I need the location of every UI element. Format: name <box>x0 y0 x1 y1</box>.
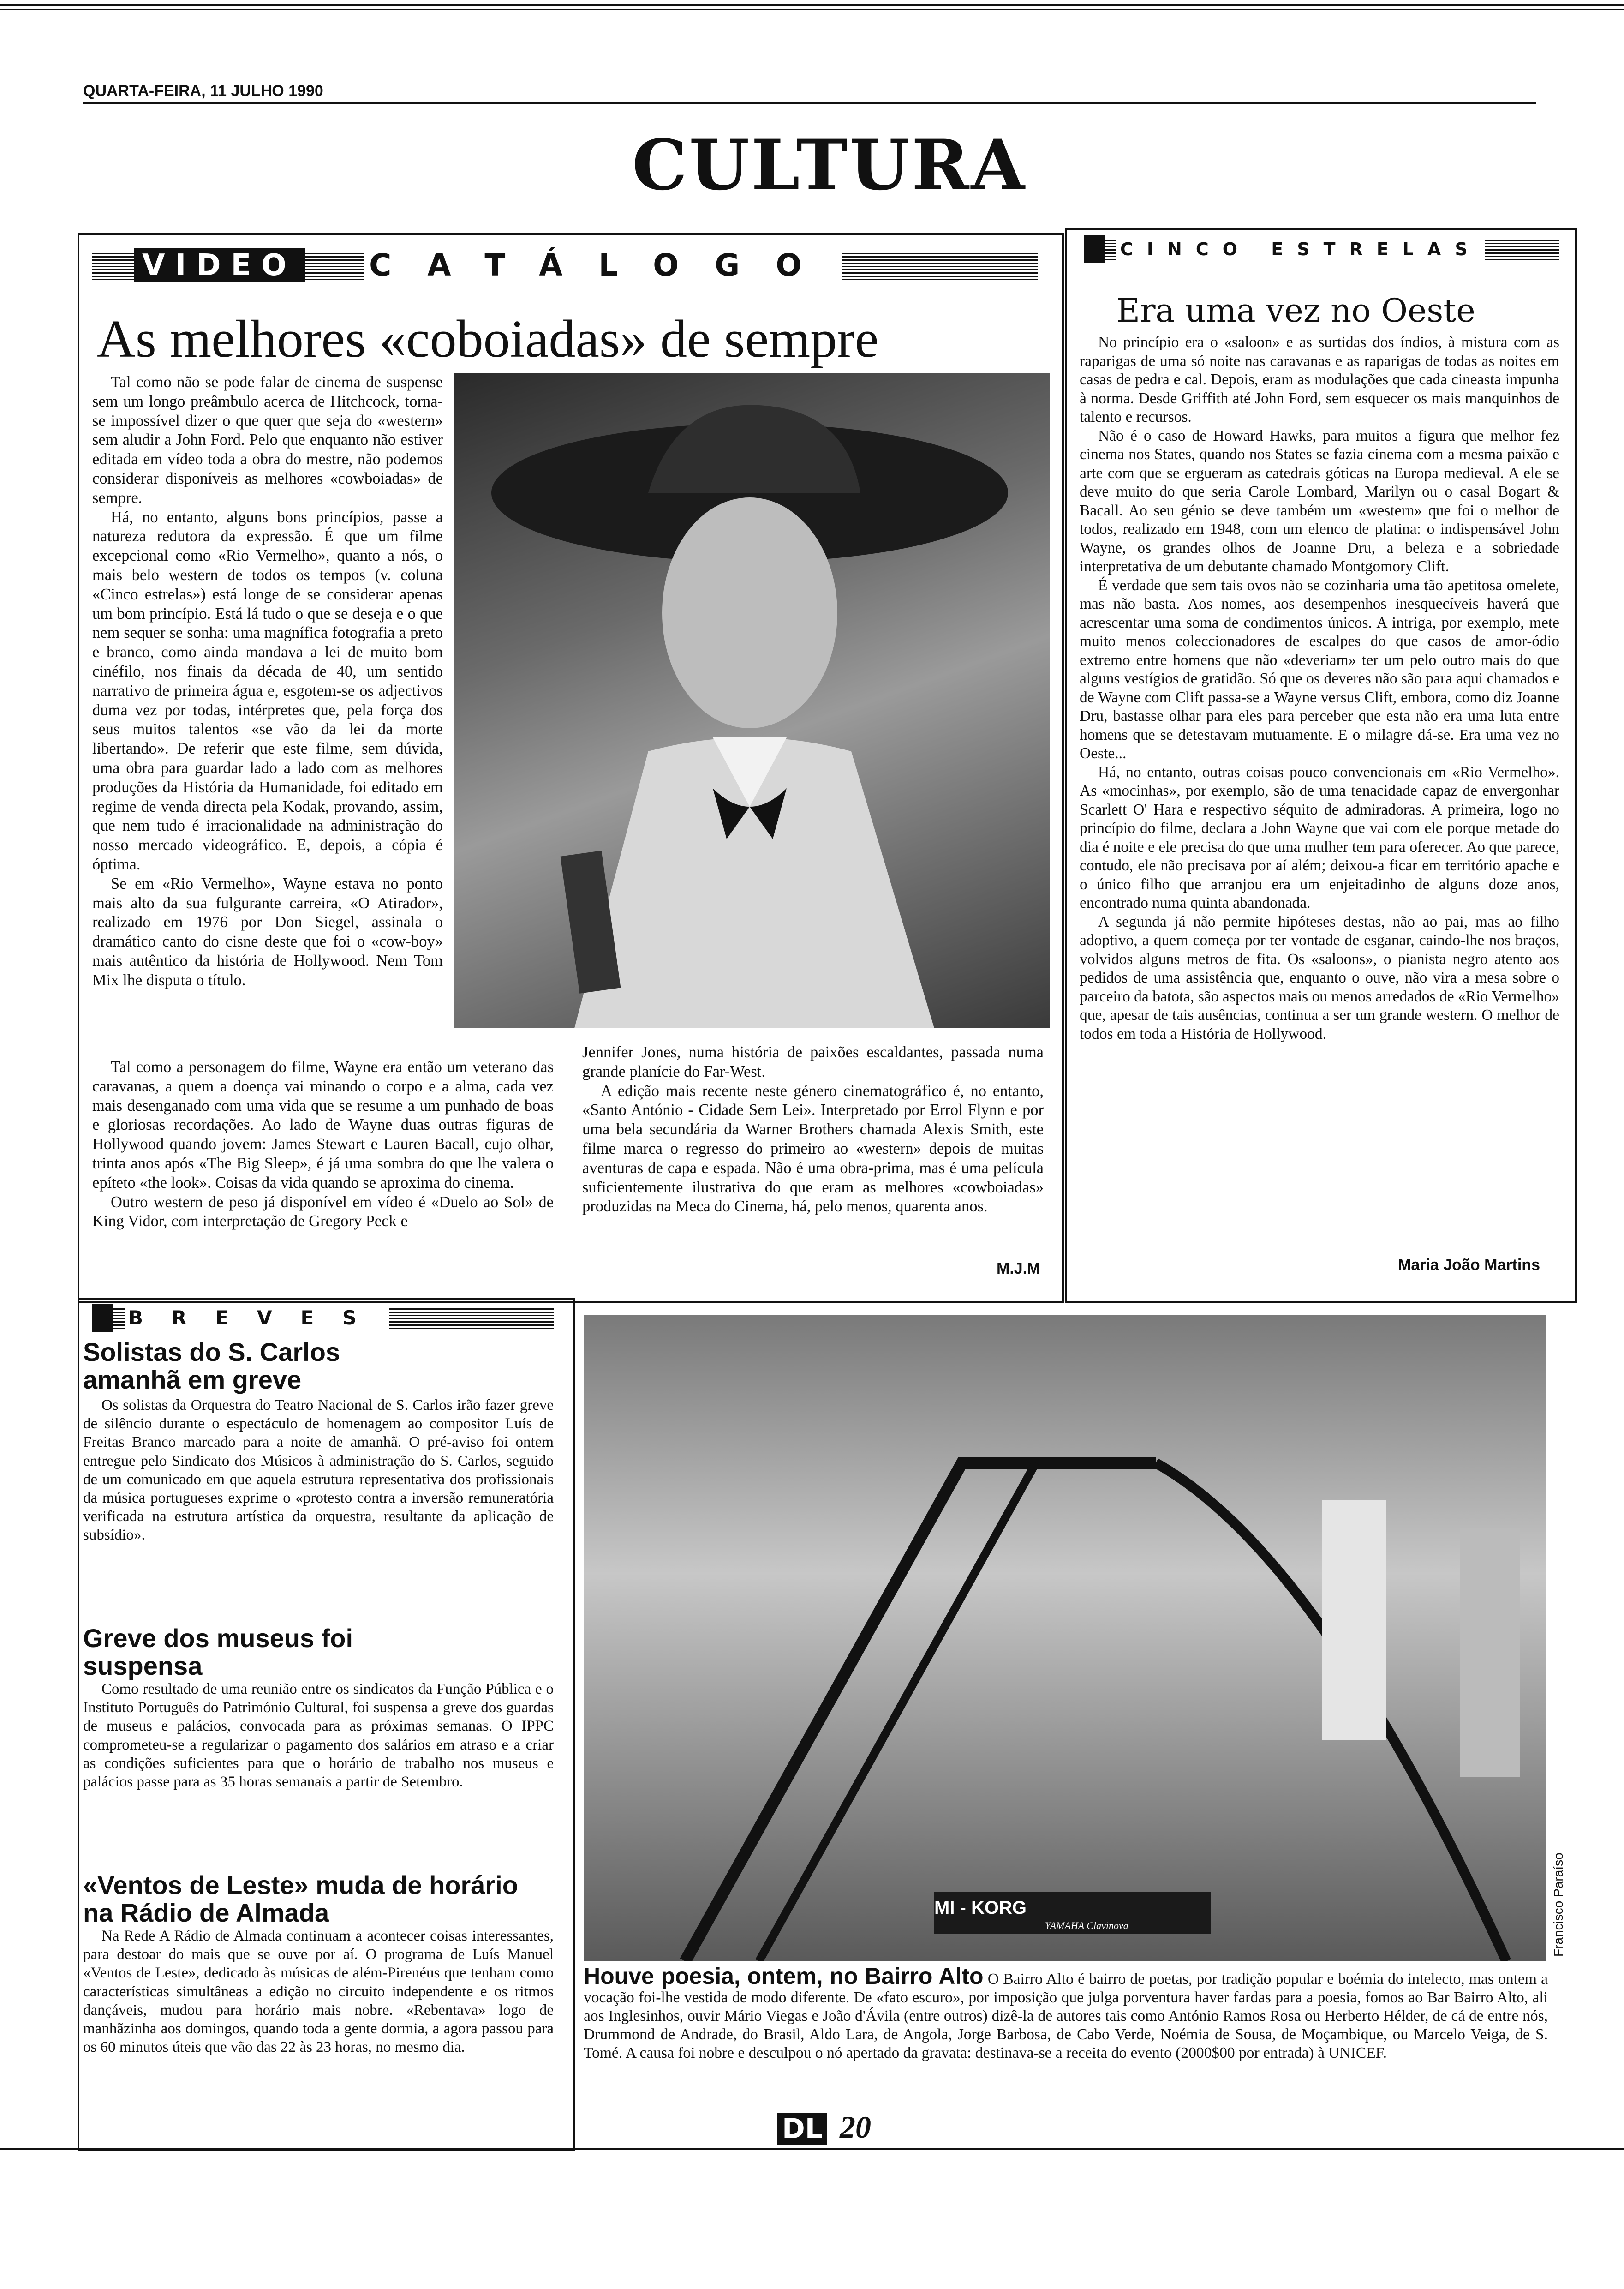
cinco-banner-label: CINCO ESTRELAS <box>1116 236 1485 262</box>
breve-text: Os solistas da Orquestra do Teatro Nacional de S. Carlos irão fazer greve de silêncio durante o espectáculo de homenagem ao compositor Luís de Freitas Branco marcado para a noite de amanhã. O pré-aviso foi ontem entregue pelo Sindicato dos Músicos à administração do S. Carlos, seguido de um comunicado em que aquela estrutura representativa dos profissionais da música portugueses exprime o «protesto contra a inversão remuneratória verificada na estrutura artística da orquestra, resultante da aplicação de subsídio». <box>83 1397 554 1544</box>
video-paragraph: Tal como não se pode falar de cinema de suspense sem um longo preâmbulo acerca de Hitchcock, torna-se impossível dizer o que quer que seja do «western» sem aludir a John Ford. Pelo que enquanto não estiver editada em vídeo toda a obra do mestre, não podemos considerar disponíveis as melhores «cowboiadas» de sempre. <box>92 373 443 507</box>
video-column-1b <box>92 1058 554 1231</box>
caption-title: Houve poesia, ontem, no Bairro Alto <box>584 1963 984 1989</box>
cinco-paragraph: Há, no entanto, outras coisas pouco convencionais em «Rio Vermelho». As «mocinhas», por exemplo, são de uma tenacidade capaz de envergonhar Scarlett O' Hara e respectivo séquito de admiradoras. A primeira, logo no princípio do filme, declara a John Wayne que vai com ele porque metade do dia é noite e ele precisa do que uma mulher tem para oferecer. Ao que parece, contudo, ele não precisava por aí além; deixou-a ficar em território apache e o único filho que arranjou era um enjeitadinho de alguns doze anos, encontrado numa quinta abandonada. <box>1080 763 1559 911</box>
bottom-rule <box>0 2148 1624 2150</box>
video-paragraph: A edição mais recente neste género cinematográfico é, no entanto, «Santo António - Cidade Sem Lei». Interpretado por Errol Flynn e por uma bela secundária da Warner Brothers chamada Alexis Smith, este filme marca o regresso do primeiro ao «western» depois de muitas aventuras de capa e espada. Não é uma obra-prima, mas é uma película suficientemente ilustrativa do que eram as melhores «cowboiadas» produzidas na Meca do Cinema, há, pelo menos, quarenta anos. <box>582 1082 1044 1216</box>
cinco-paragraph: É verdade que sem tais ovos não se cozinharia uma tão apetitosa omelete, mas não basta. Aos nomes, aos desempenhos inesquecíveis haverá que acrescentar uma soma de condimentos únicos. A intriga, por exemplo, mete muito menos coleccionadores de escalpes do que casos de amor-ódio extremo entre homens que não «deveriam» ter um pelo outro mais do que alguns vestígios de gratidão. Só que os deveres não são para aqui chamados e de Wayne com Clift passa-se a Wayne versus Clift, embora, como diz Joanne Dru, bastasse olhar para eles para perceber que esta não era uma luta entre homens que se detestavam mutuamente. E o milagre dá-se. Era uma vez no Oeste... <box>1080 576 1559 762</box>
video-column-1 <box>92 373 443 990</box>
video-paragraph: Outro western de peso já disponível em vídeo é «Duelo ao Sol» de King Vidor, com interpretação de Gregory Peck e <box>92 1193 554 1230</box>
video-column-2 <box>582 1043 1044 1216</box>
breve-text: Na Rede A Rádio de Almada continuam a acontecer coisas interessantes, para destoar do mais que se ouve por aí. O programa de Luís Manuel «Ventos de Leste», dedicado às músicas de além-Pirenéus que tenham como características simultâneas a edição no circuito independente e os ritmos dançáveis, mudou para horário mais nobre. «Rebentava» logo de manhãzinha aos domingos, quando toda a gente dormia, a agora passou para os 60 minutos úteis que vão das 22 às 23 horas, no mesmo dia. <box>83 1928 554 2056</box>
breve-title: Greve dos museus foi suspensa <box>83 1624 353 1680</box>
footer-logo: DL <box>777 2113 827 2145</box>
cinco-signature: Maria João Martins <box>1398 1256 1540 1274</box>
photo-credit: Francisco Paraíso <box>1551 1852 1565 1957</box>
cinco-paragraph: No princípio era o «saloon» e as surtidas dos índios, à mistura com as raparigas de uma só noite nas caravanas e as raparigas de todas as noites em casas de pedra e cal. Depois, eram as modulações que cada cineasta impunha à norma. Desde Griffith até John Ford, sem esquecer os mais manquinhos de talento e recursos. <box>1080 334 1559 425</box>
cinco-paragraph: Não é o caso de Howard Hawks, para muitos a figura que melhor fez cinema nos States, quando nos States se fazia cinema com a mesma paixão e arte com que se ergueram as catedrais góticas na Europa medieval. A ele se deve muito do que seria Carole Lombard, Marilyn ou o casal Bogart & Bacall. Ao seu génio se deve também um «western» que foi o melhor de todos, realizado em 1948, com um elenco de platina: o indispensável John Wayne, os grandes olhos de Joanne Dru, a beleza e a sobriedade interpretativa de um debutante chamado Montgomory Clift. <box>1080 427 1559 575</box>
stairs-scene <box>584 1315 1546 1961</box>
video-paragraph: Há, no entanto, alguns bons princípios, passe a natureza redutora da expressão. É que um filme excepcional como «Rio Vermelho», quanto a nós, o mais belo western de todos os tempos (v. coluna «Cinco estrelas») está longe de se considerar apenas um bom princípio. Está lá tudo o que se deseja e o que nem sequer se sonha: uma magnífica fotografia a preto e branco, como ainda mandava a lei de muito bom cinéfilo, nos finais da década de 40, um sentido narrativo de primeira água e, esgotem-se os adjectivos duma vez por todas, intérpretes que, pela força dos seus muitos talentos «se vão da lei da morte libertando». De referir que este filme, sem dúvida, uma obra para guardar lado a lado com as melhores produções da História da Humanidade, foi editado em regime de venda directa pela Kodak, provando, assim, que nem tudo é irracionalidade na administração do nosso mercado videográfico. E, depois, a cópia é óptima. <box>92 508 443 873</box>
top-rule-2 <box>0 9 1624 10</box>
video-paragraph: Se em «Rio Vermelho», Wayne estava no ponto mais alto da sua fulgurante carreira, «O Atirador», realizado em 1976 por Don Siegel, assinala o dramático canto do cisne deste que foi o «cow-boy» mais autêntico da história de Hollywood. Nem Tom Mix lhe disputa o título. <box>92 875 443 989</box>
video-banner-label: VIDEO <box>134 248 305 282</box>
piano-label: MI - KORG <box>934 1898 1027 1918</box>
page-number: 20 <box>840 2109 871 2145</box>
breves-banner-square <box>92 1304 113 1332</box>
breve-title: Solistas do S. Carlos amanhã em greve <box>83 1337 340 1394</box>
cowboy-illustration <box>454 373 1050 1028</box>
bairro-alto-photo <box>584 1315 1546 1961</box>
cinco-headline: Era uma vez no Oeste <box>1116 292 1475 330</box>
breve-text: Como resultado de uma reunião entre os sindicatos da Função Pública e o Instituto Português do Património Cultural, foi suspensa a greve dos guardas de museus e palácios, convocada para as próximas semanas. O IPPC comprometeu-se a regularizar o pagamento dos salários em atraso e a criar as condições suficientes para que o horário de trabalho nos museus e palácios passe para as 35 horas semanais a partir de Setembro. <box>83 1681 554 1791</box>
breve-title: «Ventos de Leste» muda de horário na Rádio de Almada <box>83 1870 518 1927</box>
piano-brand: YAMAHA Clavinova <box>1045 1920 1128 1931</box>
top-rule <box>0 4 1624 6</box>
video-paragraph: Tal como a personagem do filme, Wayne era então um veterano das caravanas, a quem a doença vai minando o corpo e a alma, cada vez mais desenganado com uma vida que se resume a um punhado de boas e gloriosas recordações. Ao lado de Wayne duas outras figuras de Hollywood quando jovem: James Stewart e Lauren Bacall, cujo olhar, trinta anos após «The Big Sleep», é já uma sombra do que lhe valera o epíteto «the look». Coisas da vida quando se aproxima do cinema. <box>92 1058 554 1192</box>
section-title: CULTURA <box>632 125 1027 206</box>
breves-banner <box>92 1307 554 1329</box>
cinco-column <box>1080 333 1559 1043</box>
photo-caption <box>584 1963 1548 2062</box>
video-signature: M.J.M <box>997 1260 1040 1277</box>
cinco-banner <box>1084 238 1559 260</box>
video-paragraph: Jennifer Jones, numa história de paixões escaldantes, passada numa grande planície do Far-West. <box>582 1043 1044 1080</box>
video-headline: As melhores «coboiadas» de sempre <box>97 310 879 369</box>
dateline-rule <box>83 102 1536 104</box>
catalogo-banner-label: CATÁLOGO <box>364 248 842 282</box>
breves-banner-label: BREVES <box>125 1305 389 1331</box>
cinco-paragraph: A segunda já não permite hipóteses destas, não ao pai, mas ao filho adoptivo, a quem começa por ter vontade de esganar, caindo-lhe nos braços, volvidos alguns metros de fita. Os «saloons», o pianista negro atento aos pedidos de uma assistência que, enquanto o ouve, não vira a mesa sobre o parceiro da batota, são aspectos mais ou menos arredados de «Rio Vermelho» que, apesar de tais ausências, continua a ser um grande western. O melhor de todos em toda a História de Hollywood. <box>1080 913 1559 1043</box>
caption-text: O Bairro Alto é bairro de poetas, por tradição popular e boémia do intelecto, mas ontem a vocação foi-lhe vestida de modo diferente. De «fato escuro», por imposição que julga porventura haver fardas para a poesia, fomos ao Bar Bairro Alto, ali aos Inglesinhos, ouvir Mário Viegas e João d'Ávila (entre outros) dizê-la de autores tais como António Ramos Rosa ou Herberto Hélder, de cá de entre nós, Drummond de Andrade, do Brasil, Aldo Lara, de Angola, Jorge Barbosa, de Cabo Verde, Noémia de Sousa, de Moçambique, ou Marcelo Veiga, de S. Tomé. A causa foi nobre e desculpou o nó apertado da gravata: destinava-se a receita do evento (2000$00 por entrada) à UNICEF. <box>584 1971 1548 2061</box>
cinco-banner-square <box>1084 235 1105 263</box>
dateline: QUARTA-FEIRA, 11 JULHO 1990 <box>83 82 323 100</box>
cowboy-photo <box>454 373 1050 1028</box>
